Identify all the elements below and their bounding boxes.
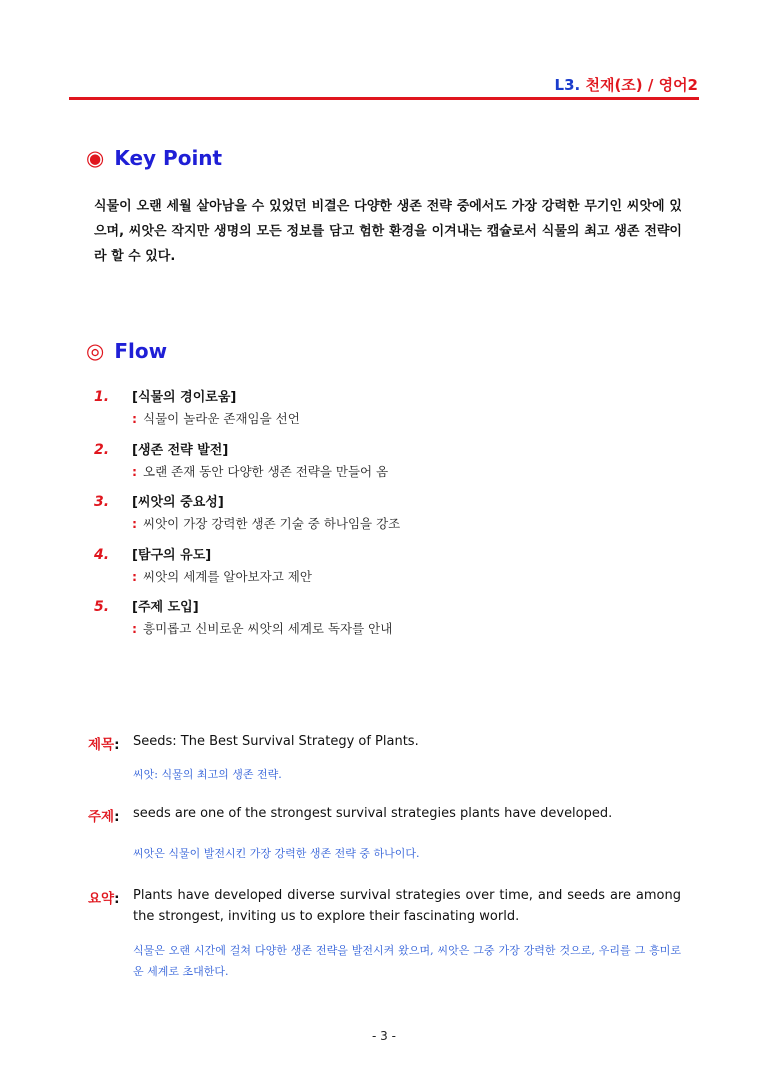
flow-item-number: 2.: [94, 441, 110, 458]
page-header: [555, 74, 698, 95]
flow-item-description: 씨앗이 가장 강력한 생존 기술 중 하나임을 강조: [143, 516, 401, 531]
flow-item-number: 4.: [94, 546, 110, 563]
flow-item-heading: [씨앗의 중요성]: [132, 495, 224, 510]
key-point-heading: [86, 146, 222, 170]
flow-colon: :: [132, 463, 137, 479]
key-point-title: Key Point: [114, 146, 223, 170]
flow-colon: :: [132, 568, 137, 584]
summary-korean: 식물은 오랜 시간에 걸쳐 다양한 생존 전략을 발전시켜 왔으며, 씨앗은 그중 가장 강력한 것으로, 우리를 그 흥미로운 세계로 초대한다.: [133, 944, 681, 978]
flow-item-number: 5.: [94, 599, 110, 615]
title-english: Seeds: The Best Survival Strategy of Plants.: [133, 734, 419, 749]
lesson-label: L3.: [554, 76, 581, 94]
flow-item-description: 씨앗의 세계를 알아보자고 제안: [143, 568, 312, 584]
flow-item: [94, 442, 654, 495]
flow-item-heading: [주제 도입]: [132, 600, 199, 615]
subject-label: 천재(조) / 영어2: [585, 76, 698, 94]
key-point-text: 식물이 오랜 세월 살아남을 수 있었던 비결은 다양한 생존 전략 중에서도 가장 강력한 무기인 씨앗에 있으며, 씨앗은 작지만 생명의 모든 정보를 담고 험한 환경을 이겨내는 캡슐로서 식물의 최고 생존 전략이라 할 수 있다.: [94, 199, 682, 264]
flow-item: [94, 599, 654, 652]
page-number: - 3 -: [372, 1029, 396, 1043]
summary-english: Plants have developed diverse survival strategies over time, and seeds are among the strongest, inviting us to explore their fascinating world.: [133, 888, 681, 924]
theme-english: seeds are one of the strongest survival strategies plants have developed.: [133, 806, 613, 821]
title-korean: 씨앗: 식물의 최고의 생존 전략.: [133, 768, 282, 781]
theme-label: 주제:: [88, 809, 120, 825]
double-circle-icon: ◎: [86, 339, 105, 363]
flow-item-heading: [식물의 경이로움]: [132, 390, 237, 405]
flow-colon: :: [132, 516, 137, 531]
flow-heading: [86, 339, 167, 363]
flow-item: [94, 494, 654, 547]
flow-colon: :: [132, 621, 137, 636]
flow-title: Flow: [114, 339, 168, 363]
header-rule: [69, 97, 699, 100]
theme-korean: 씨앗은 식물이 발전시킨 가장 강력한 생존 전략 중 하나이다.: [133, 847, 420, 860]
flow-item-description: 오랜 존재 동안 다양한 생존 전략을 만들어 옴: [143, 463, 389, 479]
summary-label: 요약:: [88, 891, 120, 907]
flow-item-heading: [탐구의 유도]: [132, 547, 212, 563]
flow-list: [94, 389, 654, 652]
flow-item: [94, 389, 654, 442]
flow-colon: :: [132, 411, 137, 426]
flow-item-heading: [생존 전략 발전]: [132, 442, 229, 458]
flow-item-description: 흥미롭고 신비로운 씨앗의 세계로 독자를 안내: [143, 621, 393, 636]
flow-item: [94, 547, 654, 600]
title-label: 제목:: [88, 737, 120, 753]
circled-dot-icon: ◉: [86, 146, 105, 170]
flow-item-number: 1.: [94, 389, 110, 405]
flow-item-number: 3.: [94, 494, 110, 510]
flow-item-description: 식물이 놀라운 존재임을 선언: [143, 411, 300, 426]
